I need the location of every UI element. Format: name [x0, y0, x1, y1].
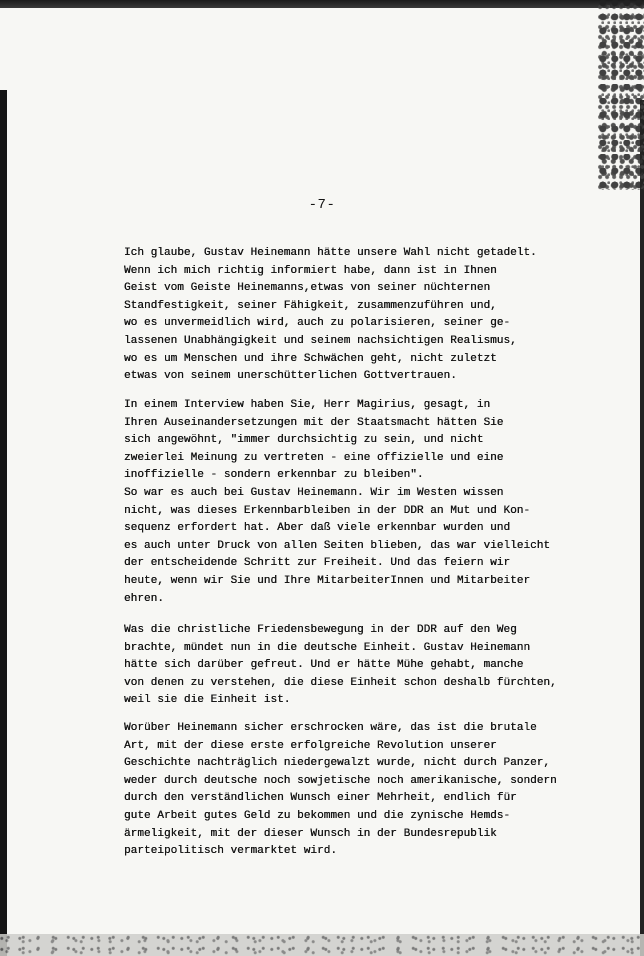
paragraph-line: der entscheidende Schritt zur Freiheit. Und das feiern wir: [124, 557, 511, 570]
paragraph-line: sich angewöhnt, "immer durchsichtig zu sein, und nicht: [124, 434, 484, 447]
paragraph-3: [124, 622, 624, 710]
scan-top-edge: [0, 0, 644, 8]
paragraph-4: [124, 720, 624, 861]
paragraph-line: Ihren Auseinandersetzungen mit der Staatsmacht hätten Sie: [124, 416, 504, 429]
paragraph-1: [124, 245, 624, 386]
paragraph-line: hätte sich darüber gefreut. Und er hätte Mühe gehabt, manche: [124, 659, 524, 672]
paragraph-line: ärmeligkeit, mit der dieser Wunsch in der Bundesrepublik: [124, 827, 497, 840]
paragraph-2: [124, 397, 624, 608]
page-number: -7-: [308, 197, 336, 213]
paragraph-line: inoffizielle - sondern erkennbar zu bleiben".: [124, 469, 424, 482]
paragraph-line: es auch unter Druck von allen Seiten blieben, das war vielleicht: [124, 539, 551, 552]
paragraph-line: wo es um Menschen und ihre Schwächen geht, nicht zuletzt: [124, 352, 497, 365]
scan-bottom-edge: [0, 934, 644, 956]
paragraph-line: etwas von seinem unerschütterlichen Gottvertrauen.: [124, 370, 457, 383]
paragraph-line: lassenen Unabhängigkeit und seinem nachsichtigen Realismus,: [124, 334, 517, 347]
paragraph-line: weil sie die Einheit ist.: [124, 694, 291, 707]
paragraph-line: In einem Interview haben Sie, Herr Magirius, gesagt, in: [124, 399, 491, 411]
scan-corner-noise: [598, 0, 644, 190]
paragraph-line: Worüber Heinemann sicher erschrocken wäre, das ist die brutale: [124, 722, 537, 734]
paragraph-line: durch den verständlichen Wunsch einer Mehrheit, endlich für: [124, 792, 517, 805]
paragraph-line: Standfestigkeit, seiner Fähigkeit, zusammenzuführen und,: [124, 299, 497, 312]
paragraph-line: heute, wenn wir Sie und Ihre MitarbeiterInnen und Mitarbeiter: [124, 574, 531, 587]
paragraph-line: gute Arbeit gutes Geld zu bekommen und die zynische Hemds-: [124, 809, 511, 822]
paragraph-line: Wenn ich mich richtig informiert habe, dann ist in Ihnen: [124, 264, 497, 277]
paragraph-line: sequenz erfordert hat. Aber daß viele erkennbar wurden und: [124, 522, 511, 535]
paragraph-line: zweierlei Meinung zu vertreten - eine offizielle und eine: [124, 451, 504, 464]
paragraph-line: nicht, was dieses Erkennbarbleiben in der DDR an Mut und Kon-: [124, 504, 531, 517]
paragraph-line: von denen zu verstehen, die diese Einheit schon deshalb fürchten,: [124, 676, 557, 689]
paragraph-line: Geist vom Geiste Heinemanns,etwas von seiner nüchternen: [124, 282, 491, 295]
paragraph-line: Was die christliche Friedensbewegung in der DDR auf den Weg: [124, 624, 517, 636]
scan-right-edge: [640, 100, 644, 956]
paragraph-line: ehren.: [124, 592, 164, 605]
paragraph-line: brachte, mündet nun in die deutsche Einheit. Gustav Heinemann: [124, 641, 531, 654]
paragraph-line: So war es auch bei Gustav Heinemann. Wir im Westen wissen: [124, 486, 504, 499]
paragraph-line: Ich glaube, Gustav Heinemann hätte unsere Wahl nicht getadelt.: [124, 247, 537, 259]
paragraph-line: parteipolitisch vermarktet wird.: [124, 845, 338, 858]
paragraph-line: Art, mit der diese erste erfolgreiche Revolution unserer: [124, 739, 497, 752]
paragraph-line: weder durch deutsche noch sowjetische noch amerikanische, sondern: [124, 774, 557, 787]
paragraph-line: wo es unvermeidlich wird, auch zu polarisieren, seiner ge-: [124, 317, 511, 330]
paragraph-line: Geschichte nachträglich niedergewalzt wurde, nicht durch Panzer,: [124, 757, 551, 770]
scan-left-edge: [0, 90, 7, 956]
